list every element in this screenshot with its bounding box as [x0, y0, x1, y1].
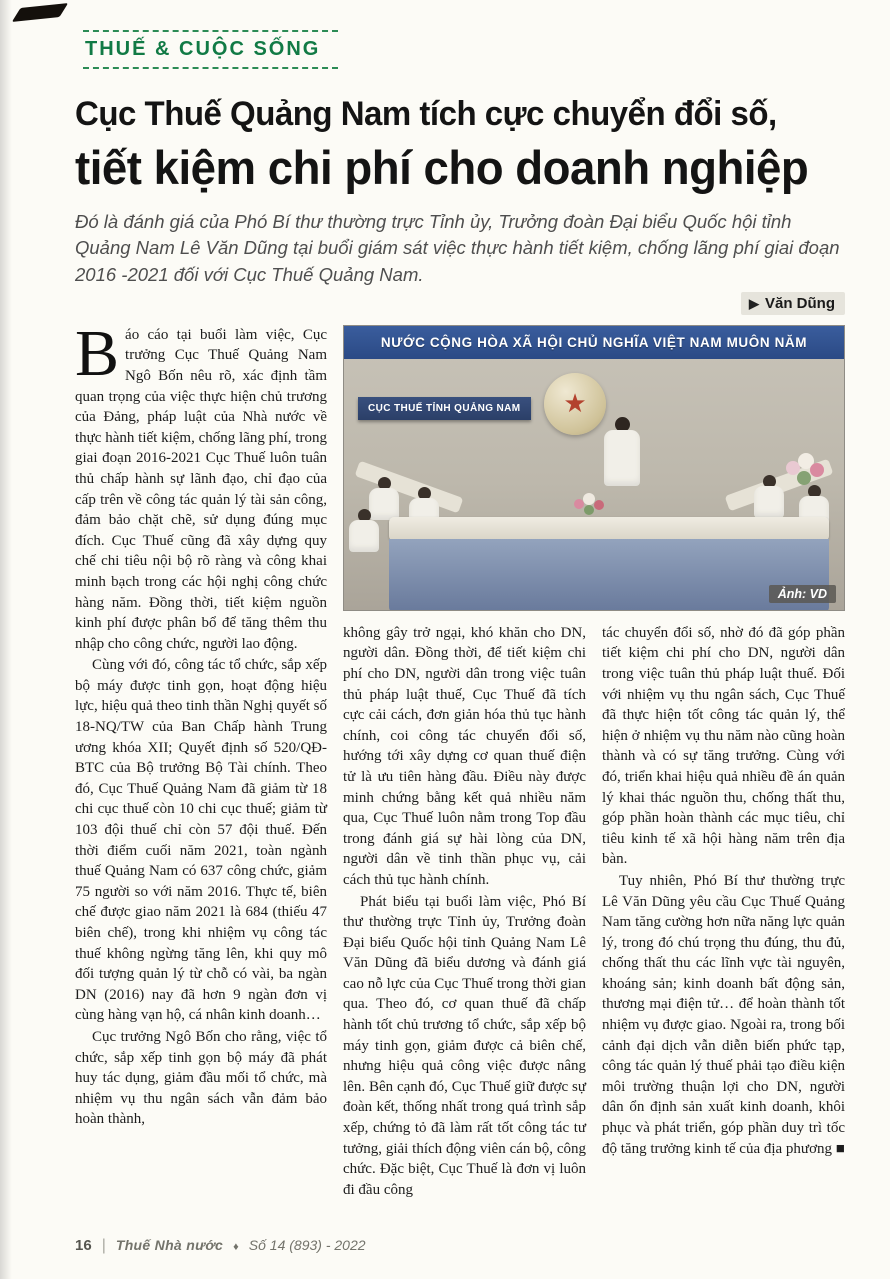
photo-credit: Ảnh: VD — [769, 585, 836, 603]
emblem-star-icon: ★ — [563, 388, 587, 418]
photo-person-speaker — [604, 417, 640, 486]
photo-flowers — [574, 491, 608, 517]
article-column-3 — [602, 623, 845, 1202]
article-paragraph: Cùng với đó, công tác tổ chức, sắp xếp bộ máy được tinh gọn, hoạt động hiệu lực, hiệu quả theo tinh thần Nghị quyết số 18-NQ/TW của Ban Chấp hành Trung ương khóa XII; Quyết định số 520/QĐ-BTC của Bộ trưởng Bộ Tài chính. Theo đó, Cục Thuế Quảng Nam đã giảm từ 18 chi cục thuế còn 10 chi cục thuế; giảm từ 103 đội thuế chỉ còn 57 đội thuế. Đến thời điểm cuối năm 2021, toàn ngành thuế Quảng Nam có 637 công chức, giảm 75 người so với năm 2016. Thực tế, biên chế được giao năm 2021 là 684 (thiếu 47 biên chế), trong khi nhiệm vụ công tác thuế không ngừng tăng lên, khi quy mô đối tượng quản lý từ chỗ có vài, ba ngàn DN (2016) nay đã hơn 9 ngàn đơn vị cùng hàng vạn hộ, cá nhân kinh doanh… — [75, 657, 327, 1024]
article-column-2 — [343, 623, 586, 1202]
article-paragraph: Tuy nhiên, Phó Bí thư thường trực Lê Văn Dũng yêu cầu Cục Thuế Quảng Nam tăng cường hơn nữa năng lực quản lý, trong đó chú trọng thu đúng, thu đủ, chống thất thu các lĩnh vực tài nguyên, khoáng sản; kinh doanh bất động sản, thương mại điện tử… để hoàn thành tốt nhiệm vụ được giao. Ngoài ra, trong bối cảnh đại dịch vẫn diễn biến phức tạp, công tác quản lý thuế phải tạo điều kiện môi trường thuận lợi cho DN, người dân ổn định sản xuất kinh doanh, khôi phục và phát triển, góp phần duy trì tốc độ tăng trưởng kinh tế của địa phương ■ — [602, 872, 845, 1157]
national-emblem — [544, 373, 606, 435]
byline-arrow-icon: ▶ — [749, 295, 759, 311]
article-title-line1: Cục Thuế Quảng Nam tích cực chuyển đổi số, — [75, 95, 777, 133]
article-paragraph: Cục trưởng Ngô Bốn cho rằng, việc tổ chức, sắp xếp tinh gọn bộ máy đã phát huy tác dụng, giảm đầu mối tổ chức, mà nhiệm vụ thu ngân sách vẫn đảm bảo hoàn thành, — [75, 1028, 327, 1128]
byline-author: Văn Dũng — [765, 294, 835, 312]
byline — [75, 292, 845, 315]
section-kicker: THUẾ & CUỘC SỐNG — [83, 30, 338, 69]
article-lead: Đó là đánh giá của Phó Bí thư thường trực Tỉnh ủy, Trưởng đoàn Đại biểu Quốc hội tỉnh Quảng Nam Lê Văn Dũng tại buổi giám sát việc thực hành tiết kiệm, chống lãng phí giai đoạn 2016 -2021 đối với Cục Thuế Quảng Nam. — [75, 211, 840, 285]
journal-name: Thuế Nhà nước — [115, 1237, 224, 1253]
footer-separator-icon: ♦ — [233, 1241, 239, 1253]
photo-table-skirt — [389, 539, 829, 611]
article-paragraph: tác chuyển đổi số, nhờ đó đã góp phần tiết kiệm chi phí cho DN, người dân trong việc tuân thủ pháp luật thuế. Đối với nhiệm vụ thu ngân sách, Cục Thuế đã thực hiện tốt công tác quản lý, thể hiện ở nhiệm vụ thu năm nào cũng hoàn thành và có sự tăng trưởng. Cùng với đó, triển khai hiệu quả nhiều đề án quản lý khai thác nguồn thu, chống thất thu, góp phần hoàn thành các mục tiêu, chỉ tiêu kinh tế xã hội hàng năm trên địa bàn. — [602, 624, 845, 868]
photo-slogan-banner: NƯỚC CỘNG HÒA XÃ HỘI CHỦ NGHĨA VIỆT NAM MUÔN NĂM — [344, 326, 844, 359]
photo-table-top — [389, 517, 829, 541]
article-column-1 — [75, 316, 327, 1202]
photo-person-seated — [754, 475, 784, 518]
footer-divider: | — [101, 1237, 106, 1254]
article-paragraph: không gây trở ngại, khó khăn cho DN, người dân. Đồng thời, để tiết kiệm chi phí cho DN, người dân trong việc tuân thủ pháp luật thuế, Cục Thuế đã tích cực cải cách, đơn giản hóa thủ tục hành chính, coi công tác chuyển đổi số, hướng tới xây dựng cơ quan thuế điện tử là ưu tiên hàng đầu. Điều này được minh chứng bằng kết quả nhiều năm qua, Cục Thuế luôn nằm trong Top đầu trong đánh giá sự hài lòng của DN, người dân về tinh thần phục vụ, cải cách thủ tục hành chính. — [343, 624, 586, 888]
article-paragraph: Báo cáo tại buổi làm việc, Cục trưởng Cục Thuế Quảng Nam Ngô Bốn nêu rõ, xác định tầm quan trọng của việc thực hiện chủ trương của Đảng, pháp luật của Nhà nước về thực hành tiết kiệm, chống lãng phí, trong giai đoạn 2016-2021 Cục Thuế luôn tuân thủ chấp hành sự lãnh đạo, chỉ đạo của cấp trên về công tác quản lý tài sản công, đảm bảo chặt chẽ, sử dụng đúng mục đích. Cục Thuế cũng đã xây dựng quy chế chi tiêu nội bộ rõ ràng và công khai minh bạch trong các hội nghị công chức hàng năm. Đồng thời, tiết kiệm nguồn kinh phí được phân bổ để tăng thêm thu nhập cho công chức, người lao động. — [75, 316, 327, 652]
page-header — [75, 30, 845, 69]
article-body — [75, 316, 845, 1202]
meeting-photo — [343, 325, 845, 611]
photo-wall — [344, 359, 844, 610]
office-sign: CỤC THUẾ TỈNH QUẢNG NAM — [358, 397, 531, 420]
photo-flower-vase — [784, 451, 828, 491]
issue-number: Số 14 (893) - 2022 — [248, 1237, 366, 1253]
article-paragraph: Phát biểu tại buổi làm việc, Phó Bí thư thường trực Tỉnh ủy, Trưởng đoàn Đại biểu Quốc hội tỉnh Quảng Nam Lê Văn Dũng đã biểu dương và đánh giá cao nỗ lực của Cục Thuế trong thời gian qua. Theo đó, cơ quan thuế đã chấp hành tốt chủ trương tổ chức, sắp xếp bộ máy tinh gọn, giảm được cả biên chế, nhưng hiệu quả công việc được nâng lên. Bên cạnh đó, Cục Thuế giữ được sự đoàn kết, thống nhất trong quá trình sắp xếp, chứng tỏ đã làm rất tốt công tác tư tưởng, giải thích động viên cán bộ, công chức. Đặc biệt, Cục Thuế là đơn vị luôn đi đầu công — [343, 893, 586, 1198]
photo-person-seated — [349, 509, 379, 552]
article-title-line2: tiết kiệm chi phí cho doanh nghiệp — [75, 141, 809, 194]
byline-tag — [741, 292, 845, 315]
article-lower-columns — [343, 623, 845, 1202]
page-footer — [75, 1237, 366, 1255]
article-title — [75, 95, 845, 195]
page-number: 16 — [75, 1237, 92, 1254]
article-right-area — [343, 325, 845, 1202]
